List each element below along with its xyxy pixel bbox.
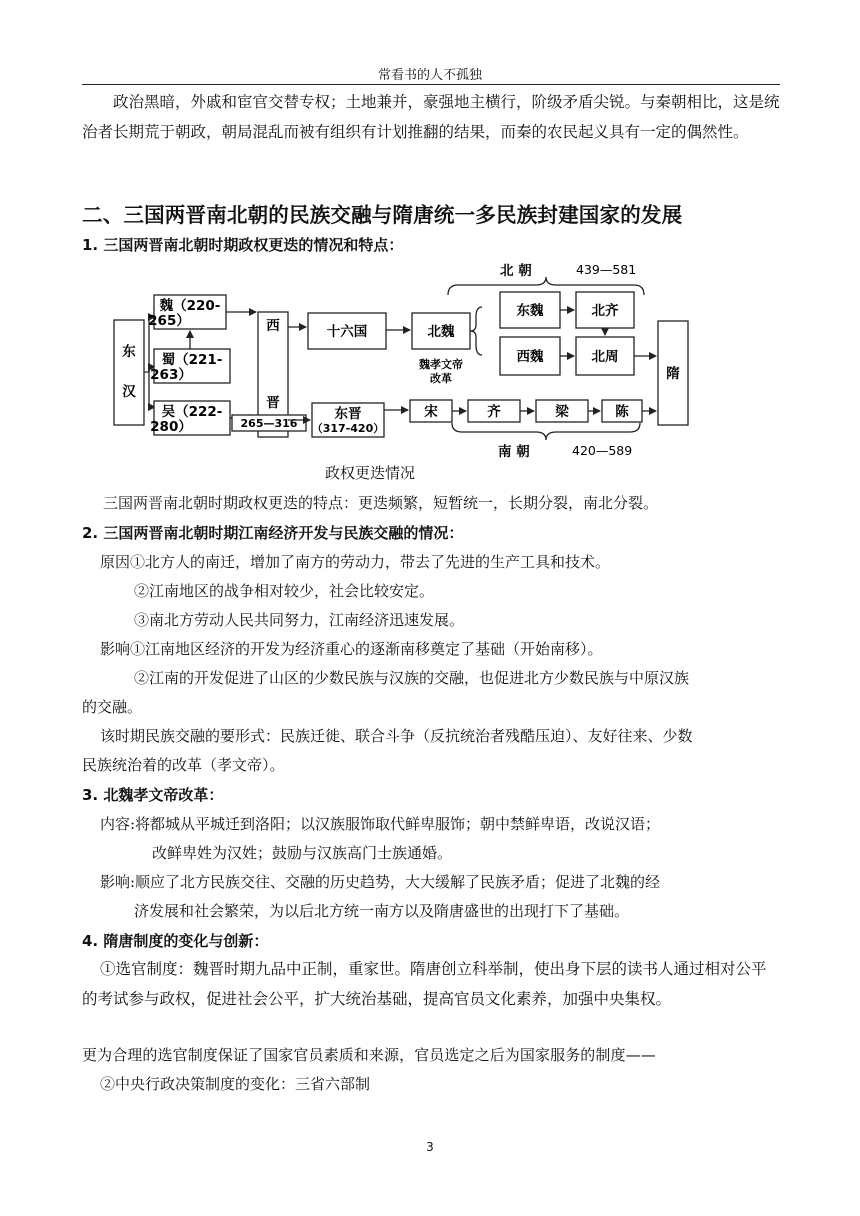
xiwei-label: 西魏 [516, 349, 544, 365]
item4-central: ②中央行政决策制度的变化：三省六部制 [100, 1075, 371, 1093]
item4-sans-line: 更为合理的选官制度保证了国家官员素质和来源，官员选定之后为国家服务的制度—— [82, 1046, 656, 1064]
dongwei-label: 东魏 [516, 303, 544, 319]
xijin-char2: 晋 [266, 395, 280, 411]
item1-feature: 三国两晋南北朝时期政权更迭的特点：更迭频繁，短暂统一，长期分裂，南北分裂。 [103, 494, 659, 512]
north-years: 439—581 [576, 262, 637, 277]
diagram-caption: 政权更迭情况 [325, 464, 416, 482]
item4-title: 4. 隋唐制度的变化与创新： [82, 932, 269, 950]
cause-2: ②江南地区的战争相对较少，社会比较安定。 [134, 582, 435, 600]
forms-a: 该时期民族交融的要形式：民族迁徙、联合斗争（反抗统治者残酷压迫）、友好往来、少数 [100, 727, 693, 745]
song-label: 宋 [424, 404, 438, 420]
dongjin-years: （317-420） [311, 422, 385, 435]
shiliuguo-label: 十六国 [326, 324, 368, 340]
south-years: 420—589 [572, 443, 633, 458]
forms-b: 民族统治着的改革（孝文帝）。 [82, 756, 285, 774]
donghan-box [114, 320, 144, 425]
item4-paragraph: ①选官制度：魏晋时期九品中正制，重家世。隋唐创立科举制，使出身下层的读书人通过相对公平的考试参与政权，促进社会公平，扩大统治基础，提高官员文化素养，加强中央集权。 [82, 960, 767, 1008]
intro-paragraph: 政治黑暗，外戚和宦官交替专权；土地兼并，豪强地主横行，阶级矛盾尖锐。与秦朝相比，这是统治者长期荒于朝政，朝局混乱而被有组织有计划推翻的结果，而秦的农民起义具有一定的偶然性。 [82, 93, 780, 141]
beiqi-label: 北齐 [591, 303, 619, 319]
cause-1: 原因①北方人的南迁，增加了南方的劳动力，带去了先进的生产工具和技术。 [100, 553, 611, 571]
cause-3: ③南北方劳动人民共同努力，江南经济迅速发展。 [134, 611, 465, 629]
wei-label: 魏（220- [159, 298, 221, 314]
reform-line2: 改革 [430, 372, 452, 385]
item1-title: 1. 三国两晋南北朝时期政权更迭的情况和特点： [82, 236, 404, 254]
xijin-char1: 西 [266, 318, 280, 334]
reform-content-b: 改鲜卑姓为汉姓；鼓励与汉族高门士族通婚。 [152, 844, 453, 862]
reform-impact-a: 影响:顺应了北方民族交往、交融的历史趋势，大大缓解了民族矛盾；促进了北魏的经 [100, 873, 661, 891]
header-rule [82, 84, 780, 85]
beiwei-label: 北魏 [427, 324, 455, 340]
page-header: 常看书的人不孤独 [377, 68, 482, 83]
donghan-char1: 东 [122, 344, 136, 360]
item3-title: 3. 北魏孝文帝改革： [82, 786, 224, 804]
reform-content-a: 内容:将都城从平城迁到洛阳；以汉族服饰取代鲜卑服饰；朝中禁鲜卑语，改说汉语； [100, 815, 661, 833]
donghan-char2: 汉 [122, 384, 136, 400]
beizhou-label: 北周 [591, 349, 619, 365]
wei-years: 265） [148, 313, 190, 329]
south-brace [452, 423, 640, 440]
dongjin-label: 东晋 [334, 406, 362, 422]
north-label: 北 朝 [500, 263, 532, 279]
shu-label: 蜀（221- [161, 352, 223, 368]
reform-line1: 魏孝文帝 [419, 358, 463, 371]
wu-label: 吴（222- [161, 404, 223, 420]
shu-years: 263） [150, 367, 192, 383]
page-number: 3 [426, 1140, 434, 1154]
liang-label: 梁 [555, 404, 569, 420]
reform-impact-b: 济发展和社会繁荣，为以后北方统一南方以及隋唐盛世的出现打下了基础。 [134, 902, 630, 920]
effect-1: 影响①江南地区经济的开发为经济重心的逐渐南移奠定了基础（开始南移）。 [100, 640, 603, 658]
section-title: 二、三国两晋南北朝的民族交融与隋唐统一多民族封建国家的发展 [82, 203, 683, 227]
xijin-years: 265—316 [240, 417, 298, 430]
effect-2b: 的交融。 [82, 698, 143, 716]
effect-2a: ②江南的开发促进了山区的少数民族与汉族的交融，也促进北方少数民族与中原汉族 [134, 669, 690, 687]
chen-label: 陈 [615, 404, 629, 420]
qi-label: 齐 [487, 404, 501, 420]
beiwei-split-brace [470, 307, 482, 355]
item2-title: 2. 三国两晋南北朝时期江南经济开发与民族交融的情况： [82, 524, 464, 542]
south-label: 南 朝 [498, 444, 530, 460]
sui-label: 隋 [666, 366, 680, 382]
regime-diagram [0, 255, 860, 465]
wu-years: 280） [150, 419, 192, 435]
